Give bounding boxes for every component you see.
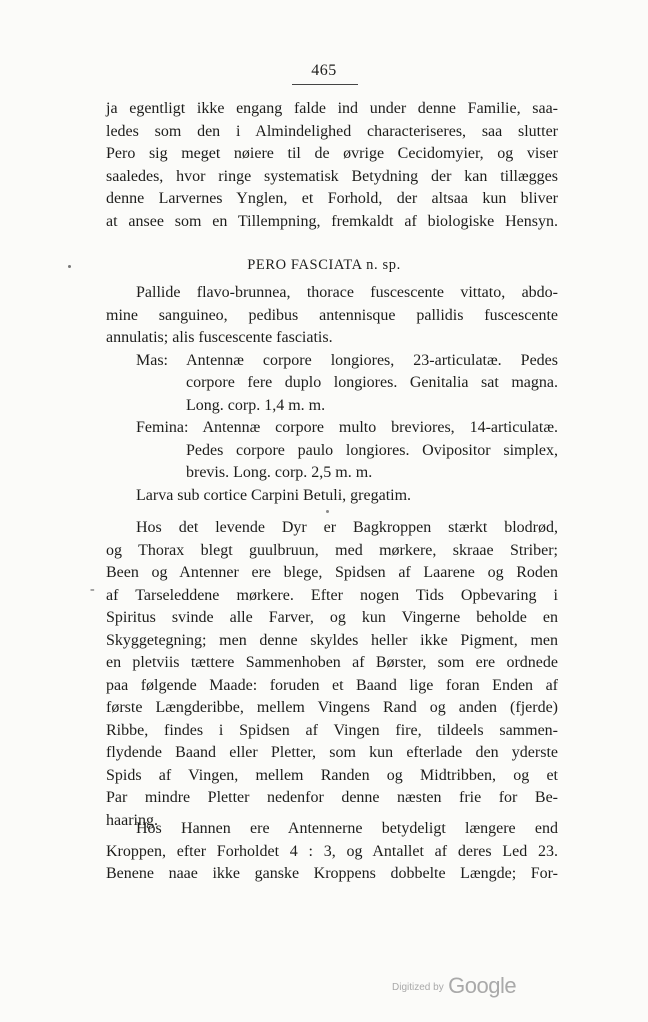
paragraph-male	[106, 818, 558, 886]
diagnosis-femina	[106, 417, 558, 485]
text-line: Hos det levende Dyr er Bagkroppen stærkt blodrød,	[136, 519, 558, 536]
paragraph-description	[106, 517, 558, 832]
text-line: brevis. Long. corp. 2,5 m. m.	[186, 464, 373, 481]
text-line: denne Larvernes Ynglen, et Forhold, der altsaa kun bliver	[106, 190, 558, 207]
google-watermark	[392, 973, 516, 999]
text-line: første Længderibbe, mellem Vingens Rand og anden (fjerde)	[106, 699, 558, 716]
margin-mark: -	[90, 582, 95, 597]
text-line: Par mindre Pletter nedenfor denne næsten frie for Be-	[106, 789, 558, 806]
text-line: Hos Hannen ere Antennerne betydeligt længere end	[136, 820, 558, 837]
text-line: at ansee som en Tillempning, fremkaldt af biologiske Hensyn.	[106, 212, 558, 230]
text-line: corpore fere duplo longiores. Genitalia sat magna.	[186, 374, 558, 391]
page-number-rule	[292, 84, 358, 85]
text-line: ledes som den i Almindelighed characteriseres, saa slutter	[106, 122, 558, 140]
text-line: af Tarseleddene mørkere. Efter nogen Tids Opbevaring i	[106, 586, 558, 604]
text-line: Pedes corpore paulo longiores. Ovipositor simplex,	[186, 441, 558, 459]
text-line: Larva sub cortice Carpini Betuli, gregatim.	[136, 486, 412, 504]
page-number: 465	[311, 62, 337, 79]
separator-dot	[326, 510, 329, 513]
text-line: Ribbe, findes i Spidsen af Vingen fire, tildeels sammen-	[106, 721, 558, 739]
text-line: Spiritus svinde alle Farver, og kun Vingerne beholde en	[106, 609, 558, 626]
text-line: paa følgende Maade: foruden et Baand lige foran Enden af	[106, 676, 558, 694]
paragraph-intro	[106, 98, 558, 233]
text-line: flydende Baand eller Pletter, som kun efterlade den yderste	[106, 744, 558, 761]
text-line: Pero sig meget nøiere til de øvrige Cecidomyier, og viser	[106, 145, 558, 162]
text-line: Long. corp. 1,4 m. m.	[186, 396, 326, 414]
text-line: Been og Antenner ere blege, Spidsen af Laarene og Roden	[106, 564, 558, 581]
text-line: Femina: Antennæ corpore multo breviores, 14-articulatæ.	[136, 419, 558, 436]
text-line: Pallide flavo-brunnea, thorace fuscescente vittato, abdo-	[136, 284, 558, 301]
text-line: en pletviis tættere Sammenhoben af Børster, som ere ordnede	[106, 654, 558, 671]
text-line: mine sanguineo, pedibus antennisque pallidis fuscescente	[106, 306, 558, 324]
text-line: Kroppen, efter Forholdet 4 : 3, og Antallet af deres Led 23.	[106, 842, 558, 860]
text-line: Spids af Vingen, mellem Randen og Midtribben, og et	[106, 766, 558, 784]
text-line: haaring.	[106, 811, 158, 829]
text-line: saaledes, hvor ringe systematisk Betydning der kan tillægges	[106, 167, 558, 185]
latin-diagnosis	[106, 282, 558, 350]
text-line: Mas: Antennæ corpore longiores, 23-articulatæ. Pedes	[136, 351, 558, 369]
text-line: annulatis; alis fuscescente fasciatis.	[106, 329, 333, 346]
text-line: Skyggetegning; men denne skyldes heller ikke Pigment, men	[106, 631, 558, 649]
google-logo: Google	[448, 973, 517, 998]
species-heading: PERO FASCIATA n. sp.	[247, 257, 401, 273]
watermark-caption: Digitized by	[392, 982, 444, 993]
diagnosis-larva	[106, 485, 558, 508]
text-line: Benene naae ikke ganske Kroppens dobbelte Længde; For-	[106, 865, 558, 882]
text-line: og Thorax blegt guulbruun, med mørkere, skraae Striber;	[106, 541, 558, 559]
text-line: ja egentligt ikke engang falde ind under denne Familie, saa-	[106, 100, 558, 117]
diagnosis-mas	[106, 350, 558, 418]
